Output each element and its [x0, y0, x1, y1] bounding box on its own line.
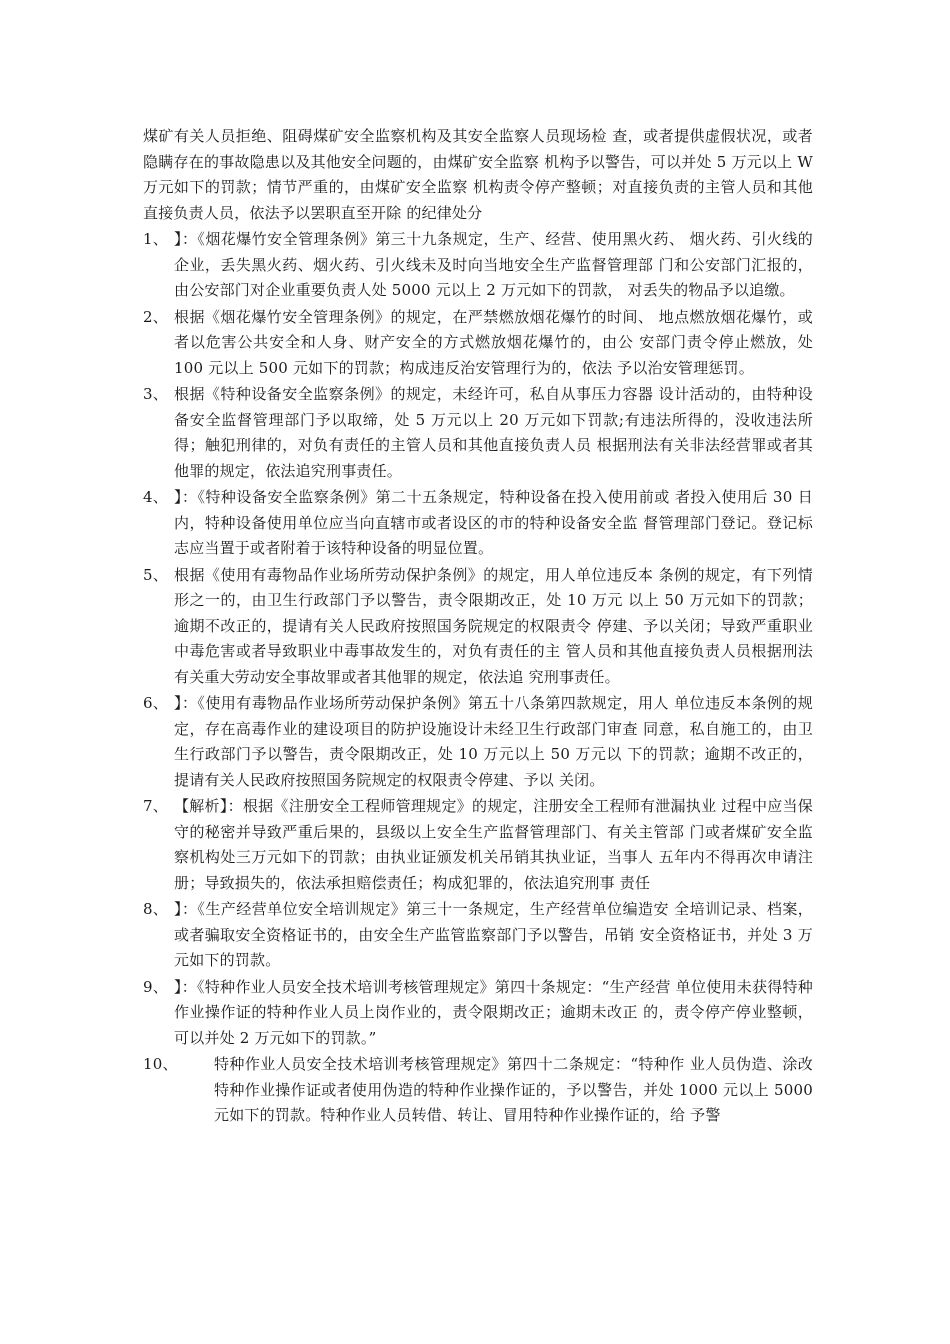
item-text: 特种作业人员安全技术培训考核管理规定》第四十二条规定：“特种作 业人员伪造、涂改特种作业操作证或者使用伪造的特种作业操作证的，予以警告，并处 1000 元以上 5000 元如下的罚款。特种作业人员转借、转让、冒用特种作业操作证的，给 予警: [214, 1055, 813, 1124]
item-number: 9、: [143, 977, 168, 996]
item-text: 】：《特种设备安全监察条例》第二十五条规定，特种设备在投入使用前或 者投入使用后 30 日内，特种设备使用单位应当向直辖市或者设区的市的特种设备安全监 督管理部门登记。登记标志应当置于或者附着于该特种设备的明显位置。: [174, 488, 813, 557]
item-text: 】：《特种作业人员安全技术培训考核管理规定》第四十条规定：“生产经营 单位使用未获得特种作业操作证的特种作业人员上岗作业的，责令限期改正；逾期未改正 的，责令停产停业整顿，可以并处 2 万元如下的罚款。”: [174, 977, 813, 1047]
item-text: 】：《使用有毒物品作业场所劳动保护条例》第五十八条第四款规定，用人 单位违反本条例的规定，存在高毒作业的建设项目的防护设施设计未经卫生行政部门审查 同意，私自施工的，由卫生行政部门予以警告，责令限期改正，处 10 万元以上 50 万元以 下的罚款；逾期不改正的，提请有关人民政府按照国务院规定的权限责令停建、予以 关闭。: [174, 694, 813, 789]
list-item: [143, 691, 813, 793]
list-item: [143, 305, 813, 382]
list-item: [143, 563, 813, 691]
document-page: [143, 124, 813, 1130]
list-item: [143, 485, 813, 562]
item-text: 】：《生产经营单位安全培训规定》第三十一条规定，生产经营单位编造安 全培训记录、档案，或者骗取安全资格证书的，由安全生产监管监察部门予以警告，吊销 安全资格证书，并处 3 万元如下的罚款。: [174, 900, 813, 969]
list-item: [143, 897, 813, 974]
item-number: 2、: [143, 307, 168, 326]
item-number: 1、: [143, 230, 168, 248]
item-number: 6、: [143, 694, 168, 712]
item-number: 4、: [143, 488, 168, 506]
item-number: 8、: [143, 900, 168, 918]
item-text: 根据《烟花爆竹安全管理条例》的规定，在严禁燃放烟花爆竹的时间、 地点燃放烟花爆竹，或者以危害公共安全和人身、财产安全的方式燃放烟花爆竹的，由公 安部门责令停止燃放，处 100 元以上 500 元如下的罚款；构成违反治安管理行为的，依法 予以治安管理惩罚。: [174, 307, 813, 377]
item-number: 5、: [143, 565, 168, 584]
list-item: [143, 1052, 813, 1129]
item-text: 根据《特种设备安全监察条例》的规定，未经许可，私自从事压力容器 设计活动的，由特种设备安全监督管理部门予以取缔，处 5 万元以上 20 万元如下罚款;有违法所得的，没收违法所得；触犯刑律的，对负有责任的主管人员和其他直接负责人员 根据刑法有关非法经营罪或者其他罪的规定，依法追究刑事责任。: [174, 385, 813, 480]
list-item: [143, 382, 813, 484]
item-number: 10、: [143, 1055, 178, 1073]
list-item: [143, 975, 813, 1052]
item-text: 根据《使用有毒物品作业场所劳动保护条例》的规定，用人单位违反本 条例的规定，有下列情形之一的，由卫生行政部门予以警告，责令限期改正，处 10 万元 以上 50 万元如下的罚款；逾期不改正的，提请有关人民政府按照国务院规定的权限责令 停建、予以关闭；导致严重职业中毒危害或者导致职业中毒事故发生的，对负有责任的主 管人员和其他直接负责人员根据刑法有关重大劳动安全事故罪或者其他罪的规定，依法追 究刑事责任。: [174, 565, 813, 686]
intro-paragraph: 煤矿有关人员拒绝、阻碍煤矿安全监察机构及其安全监察人员现场检 查，或者提供虚假状况，或者隐瞒存在的事故隐患以及其他安全问题的，由煤矿安全监察 机构予以警告，可以并处 5 万元以上 W 万元如下的罚款；情节严重的，由煤矿安全监察 机构责令停产整顿；对直接负责的主管人员和其他直接负责人员，依法予以罢职直至开除 的纪律处分: [143, 127, 813, 222]
item-number: 7、: [143, 797, 168, 815]
item-text: 】：《烟花爆竹安全管理条例》第三十九条规定，生产、经营、使用黑火药、 烟火药、引火线的企业，丢失黑火药、烟火药、引火线未及时向当地安全生产监督管理部 门和公安部门汇报的，由公安部门对企业重要负责人处 5000 元以上 2 万元如下的罚款， 对丢失的物品予以追缴。: [174, 230, 813, 299]
item-number: 3、: [143, 385, 168, 403]
item-text: 【解析】：根据《注册安全工程师管理规定》的规定，注册安全工程师有泄漏执业 过程中应当保守的秘密并导致严重后果的，县级以上安全生产监督管理部门、有关主管部 门或者煤矿安全监察机构处三万元如下的罚款；由执业证颁发机关吊销其执业证，当事人 五年内不得再次申请注册；导致损失的，依法承担赔偿责任；构成犯罪的，依法追究刑事 责任: [174, 797, 813, 892]
list-item: [143, 227, 813, 304]
list-item: [143, 794, 813, 896]
